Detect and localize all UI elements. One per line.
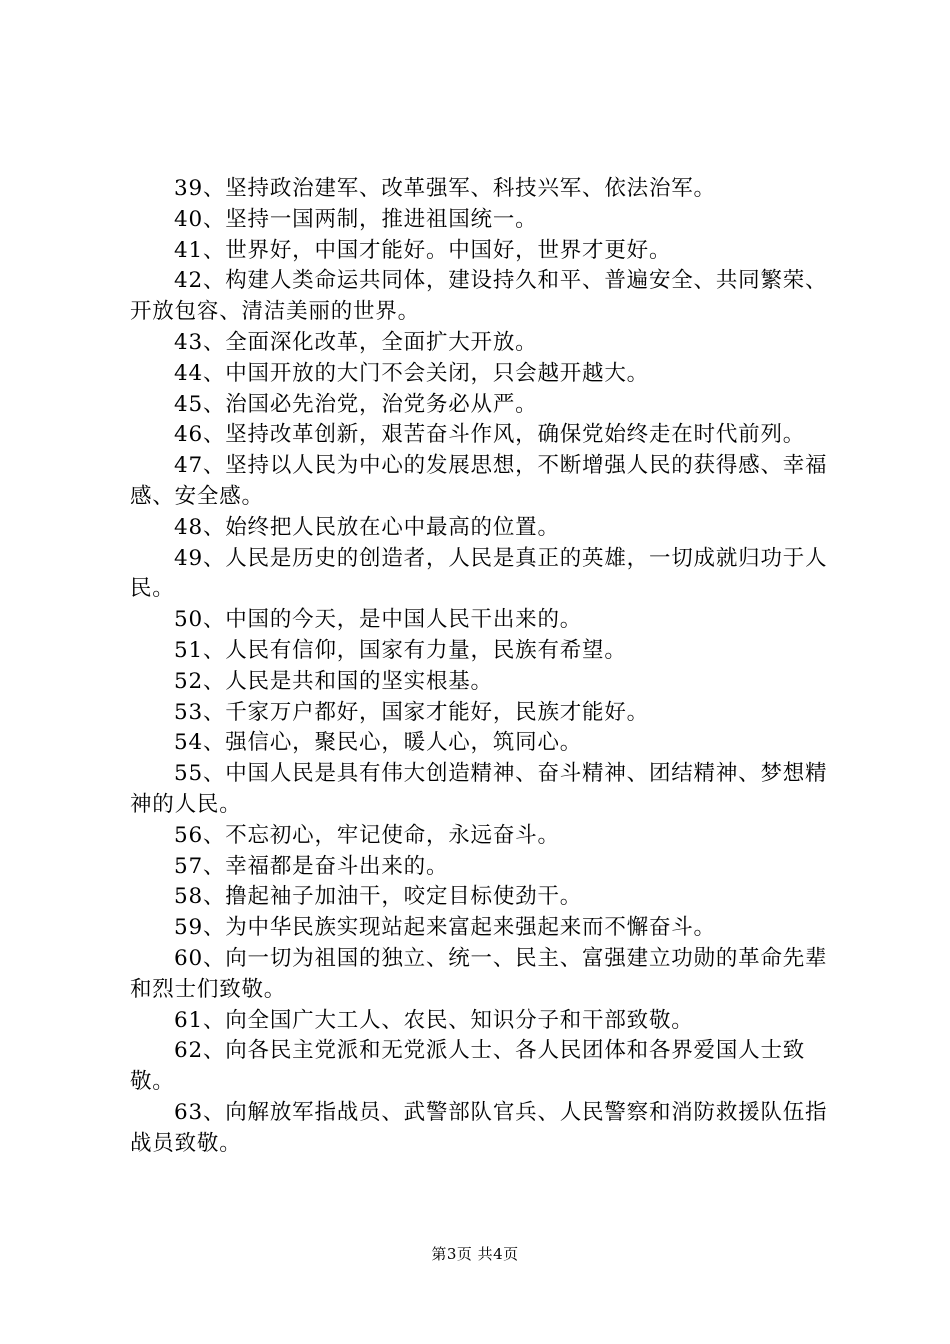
list-item: 43、全面深化改革，全面扩大开放。 bbox=[174, 329, 538, 355]
list-item: 51、人民有信仰，国家有力量，民族有希望。 bbox=[174, 637, 627, 663]
document-body bbox=[130, 174, 835, 1160]
list-item: 48、始终把人民放在心中最高的位置。 bbox=[174, 514, 560, 540]
list-item: 46、坚持改革创新，艰苦奋斗作风，确保党始终走在时代前列。 bbox=[174, 422, 806, 448]
list-item: 62、向各民主党派和无党派人士、各人民团体和各界爱国人士致敬。 bbox=[130, 1038, 806, 1095]
list-item: 42、构建人类命运共同体，建设持久和平、普遍安全、共同繁荣、开放包容、清洁美丽的世界。 bbox=[130, 268, 828, 325]
list-item: 45、治国必先治党，治党务必从严。 bbox=[174, 391, 538, 417]
list-item: 58、撸起袖子加油干，咬定目标使劲干。 bbox=[174, 884, 583, 910]
list-item: 54、强信心，聚民心，暖人心，筑同心。 bbox=[174, 730, 583, 756]
list-item: 40、坚持一国两制，推进祖国统一。 bbox=[174, 206, 538, 232]
list-item: 47、坚持以人民为中心的发展思想，不断增强人民的获得感、幸福感、安全感。 bbox=[130, 453, 828, 509]
list-item: 56、不忘初心，牢记使命，永远奋斗。 bbox=[174, 822, 560, 848]
list-item: 59、为中华民族实现站起来富起来强起来而不懈奋斗。 bbox=[174, 915, 716, 941]
list-item: 50、中国的今天，是中国人民干出来的。 bbox=[174, 607, 583, 633]
list-item: 44、中国开放的大门不会关闭，只会越开越大。 bbox=[174, 360, 649, 386]
list-item: 41、世界好，中国才能好。中国好，世界才更好。 bbox=[174, 237, 672, 263]
list-item: 61、向全国广大工人、农民、知识分子和干部致敬。 bbox=[174, 1007, 694, 1033]
list-item: 53、千家万户都好，国家才能好，民族才能好。 bbox=[174, 699, 649, 725]
list-item: 63、向解放军指战员、武警部队官兵、人民警察和消防救援队伍指战员致敬。 bbox=[130, 1099, 828, 1156]
page-footer: 第3页 共4页 bbox=[431, 1245, 519, 1263]
list-item: 55、中国人民是具有伟大创造精神、奋斗精神、团结精神、梦想精神的人民。 bbox=[130, 761, 828, 817]
list-item: 52、人民是共和国的坚实根基。 bbox=[174, 668, 493, 694]
list-item: 49、人民是历史的创造者，人民是真正的英雄，一切成就归功于人民。 bbox=[130, 545, 828, 602]
list-item: 39、坚持政治建军、改革强军、科技兴军、依法治军。 bbox=[174, 176, 716, 201]
list-item: 57、幸福都是奋斗出来的。 bbox=[174, 853, 449, 879]
list-item: 60、向一切为祖国的独立、统一、民主、富强建立功勋的革命先辈和烈士们致敬。 bbox=[130, 945, 828, 1002]
